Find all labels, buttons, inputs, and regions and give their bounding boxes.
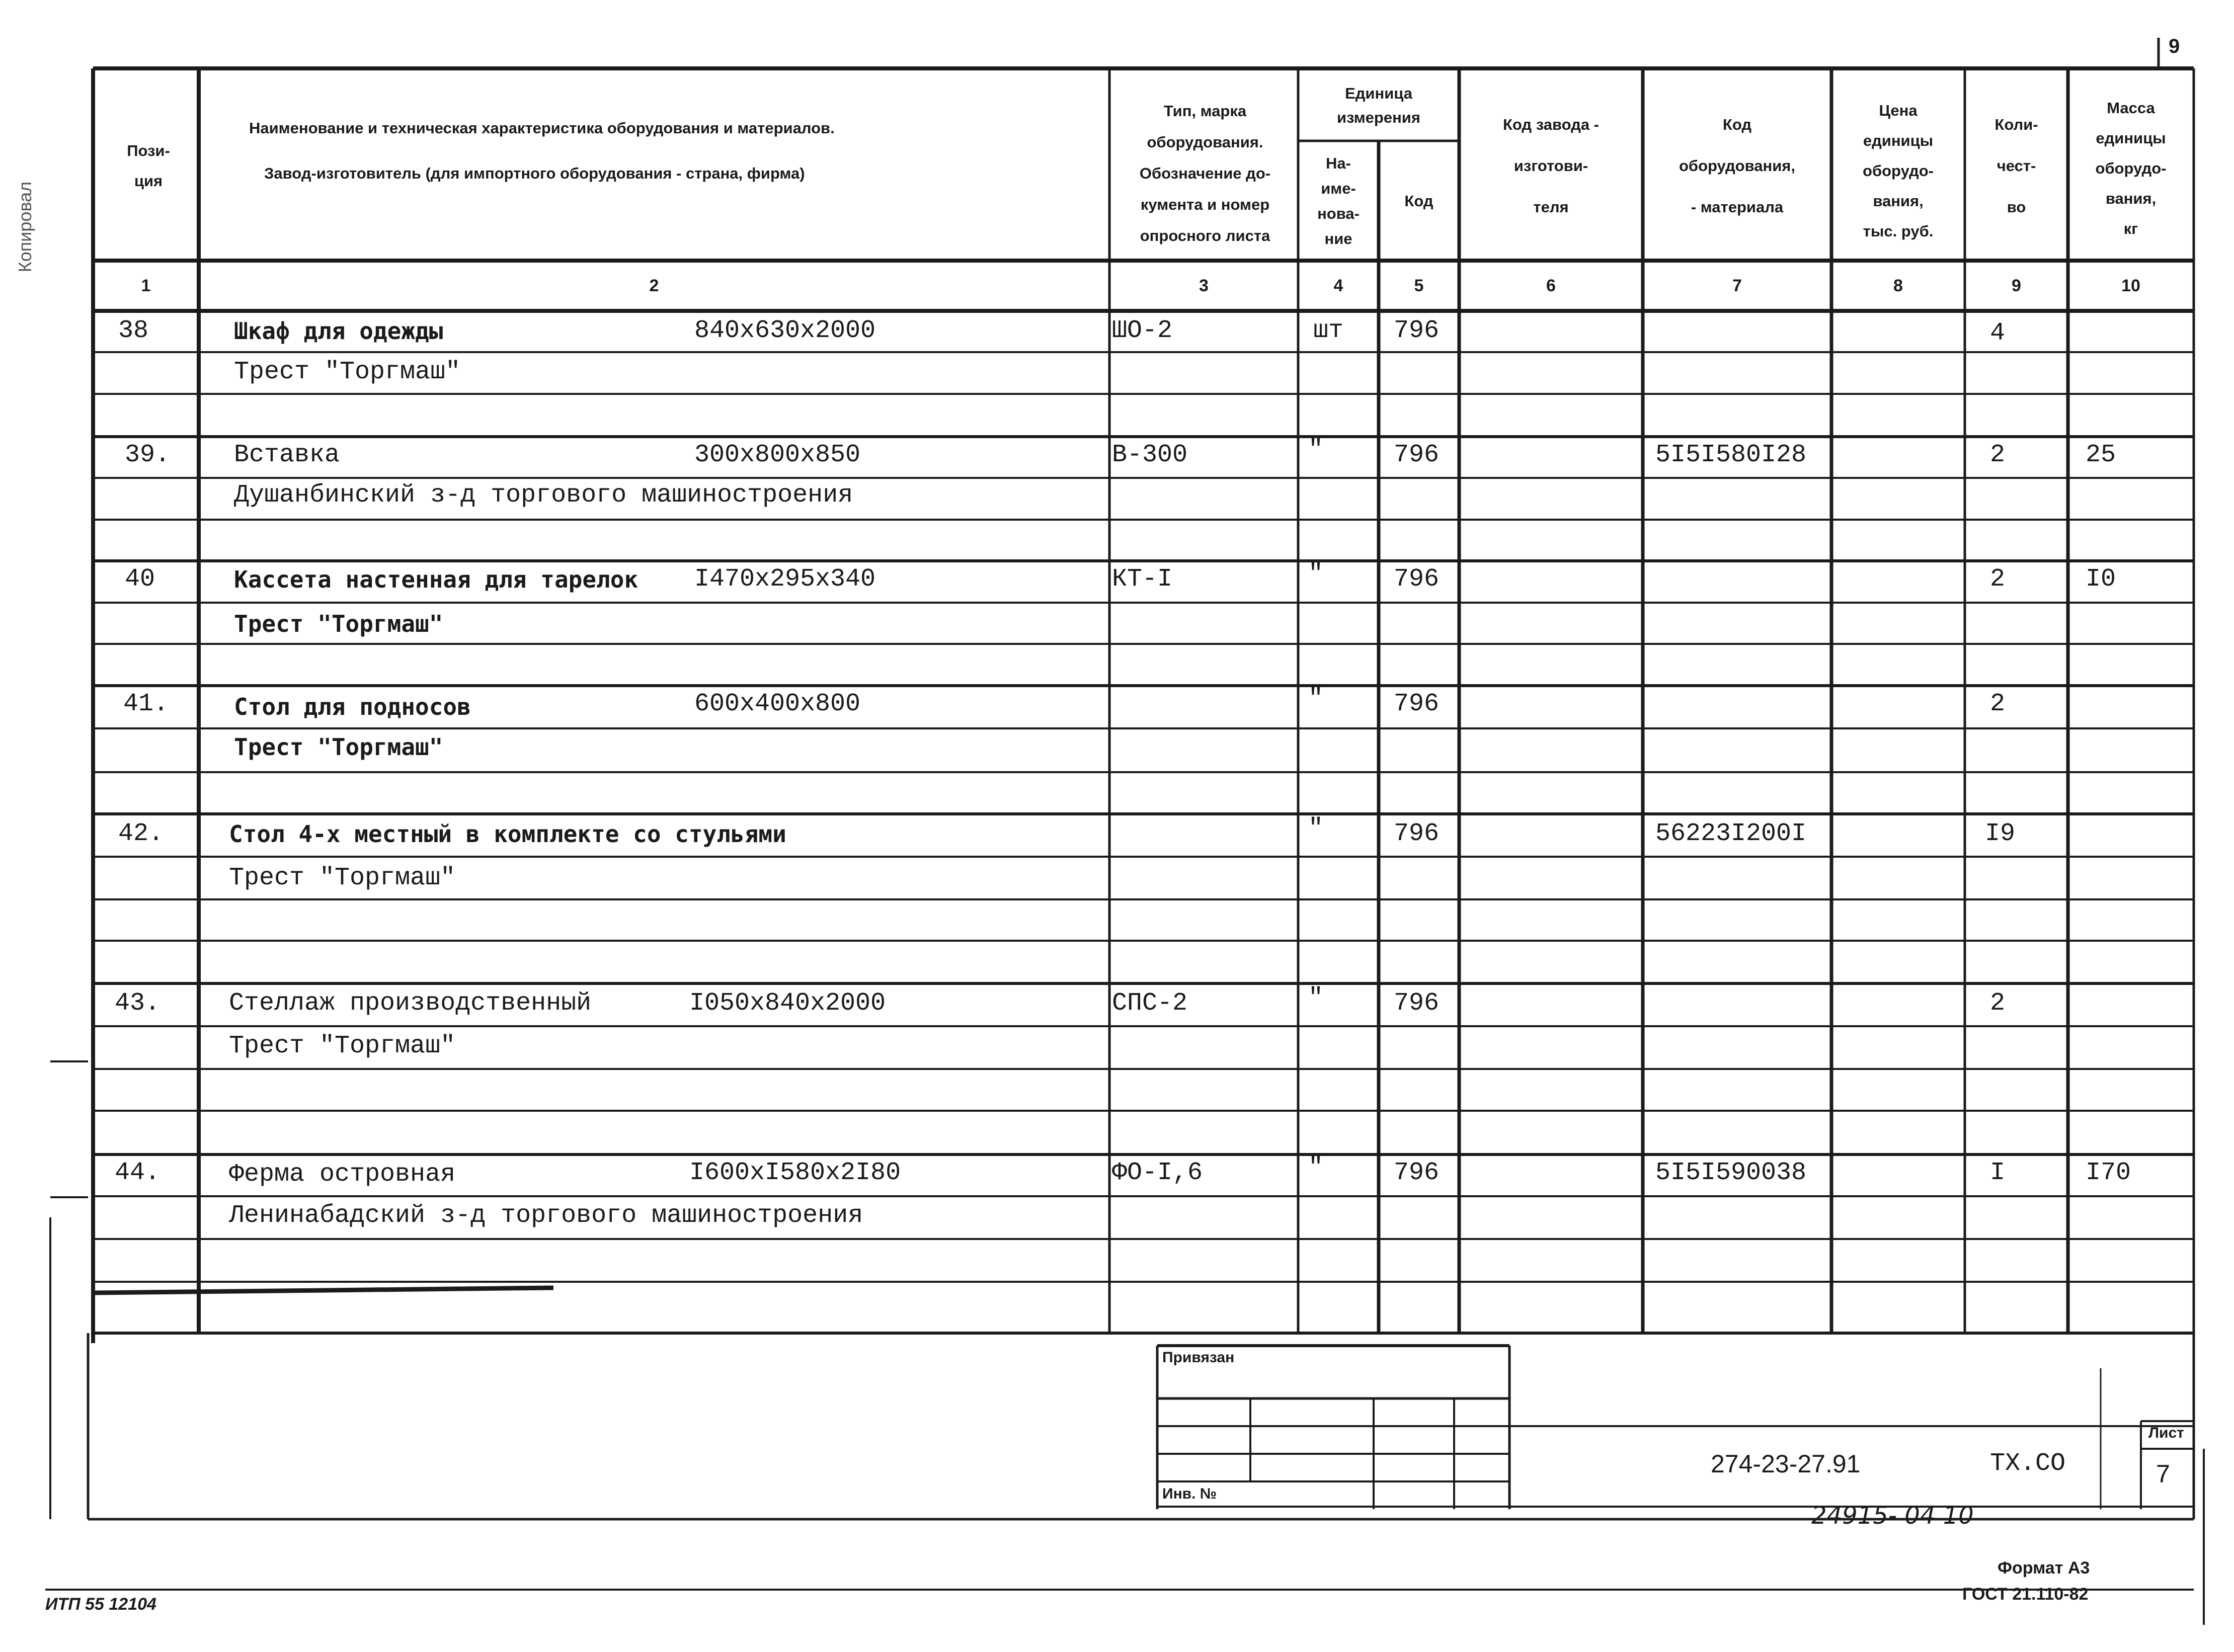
- quantity-cell: I: [1990, 1159, 2006, 1187]
- code-cell: 796: [1394, 989, 1440, 1018]
- code-cell: 796: [1394, 565, 1440, 594]
- margin-stamp-text: Копировал: [15, 181, 36, 273]
- paper-format: Формат А3: [1998, 1558, 2090, 1578]
- item-name: Вставка: [234, 441, 340, 469]
- column-number: 8: [1893, 276, 1903, 295]
- column-number: 7: [1732, 276, 1742, 295]
- unit-cell: ": [1308, 436, 1324, 464]
- document-number: 274-23-27.91: [1711, 1450, 1861, 1478]
- item-maker: Ленинабадский з-д торгового машиностроения: [229, 1201, 863, 1230]
- quantity-cell: 2: [1990, 690, 2006, 718]
- document-code: ТХ.СО: [1990, 1449, 2066, 1478]
- quantity-cell: 4: [1990, 319, 2006, 348]
- stamp-privyazan: Привязан: [1162, 1349, 1235, 1366]
- item-dimensions: I600xI580x2I80: [689, 1159, 901, 1187]
- column-number: 1: [141, 276, 151, 295]
- code-cell: 796: [1394, 316, 1440, 345]
- column-number: 5: [1414, 276, 1424, 295]
- bottom-left-code: ИТП 55 12104: [45, 1595, 156, 1614]
- type-cell: ФО-I,6: [1112, 1159, 1203, 1187]
- page-number: 9: [2169, 35, 2180, 57]
- mass-cell: I0: [2086, 565, 2116, 594]
- mass-cell: I70: [2086, 1159, 2131, 1187]
- item-dimensions: 840x630x2000: [694, 316, 876, 345]
- header-unit-group: Единица измерения: [1337, 85, 1420, 126]
- equipment-code-cell: 56223I200I: [1655, 819, 1807, 848]
- code-cell: 796: [1394, 690, 1440, 718]
- item-dimensions: 600x400x800: [694, 690, 861, 718]
- position-cell: 43.: [115, 989, 161, 1018]
- item-name: Стол для подносов: [234, 693, 471, 720]
- item-name: Ферма островная: [229, 1160, 456, 1189]
- handwritten-code: 24915- 04 10: [1811, 1502, 1974, 1530]
- item-name: Стеллаж производственный: [229, 989, 592, 1018]
- item-maker: Трест "Торгмаш": [234, 733, 443, 761]
- quantity-cell: I9: [1985, 819, 2016, 848]
- type-cell: ШО-2: [1112, 316, 1173, 345]
- mass-cell: 25: [2086, 441, 2116, 469]
- position-cell: 44.: [115, 1159, 161, 1187]
- type-cell: СПС-2: [1112, 989, 1188, 1018]
- header-mass: Масса единицы оборудо- вания, кг: [2095, 99, 2167, 237]
- equipment-code-cell: 5I5I590038: [1655, 1159, 1807, 1187]
- item-dimensions: 300x800x850: [694, 441, 861, 469]
- type-cell: КТ-I: [1112, 565, 1173, 594]
- quantity-cell: 2: [1990, 989, 2006, 1018]
- unit-cell: ": [1308, 1153, 1324, 1182]
- item-maker: Трест "Торгмаш": [229, 864, 456, 892]
- column-number: 3: [1199, 276, 1209, 295]
- header-type: Тип, марка оборудования. Обозначение до- кумента и номер опросного листа: [1139, 102, 1271, 244]
- item-dimensions: I470x295x340: [694, 565, 876, 594]
- position-cell: 38: [118, 316, 149, 345]
- header-unit-name: На- име- нова- ние: [1317, 154, 1360, 247]
- stamp-inventory-number: Инв. №: [1162, 1485, 1217, 1502]
- header-name: Наименование и техническая характеристика оборудования и материалов. Завод-изготовитель (для импортного оборудования - страна, фирма): [249, 119, 835, 182]
- header-price: Цена единицы оборудо- вания, тыс. руб.: [1863, 102, 1934, 240]
- column-number: 10: [2121, 276, 2140, 295]
- item-name: Стол 4-х местный в комплекте со стульями: [229, 820, 786, 848]
- code-cell: 796: [1394, 819, 1440, 848]
- unit-cell: ": [1308, 685, 1324, 713]
- header-quantity: Коли- чест- во: [1994, 116, 2038, 216]
- quantity-cell: 2: [1990, 441, 2006, 469]
- item-dimensions: I050x840x2000: [689, 989, 886, 1018]
- code-cell: 796: [1394, 1159, 1440, 1187]
- item-name: Кассета настенная для тарелок: [234, 566, 639, 593]
- sheet-label: Лист: [2148, 1425, 2184, 1441]
- header-unit-code: Код: [1404, 192, 1433, 210]
- column-number: 2: [649, 276, 659, 295]
- sheet-number: 7: [2156, 1460, 2170, 1488]
- column-number: 4: [1333, 276, 1343, 295]
- item-maker: Душанбинский з-д торгового машиностроения: [234, 481, 853, 510]
- header-position: Пози- ция: [127, 142, 170, 190]
- header-factory-code: Код завода - изготови- теля: [1502, 116, 1599, 216]
- unit-cell: ": [1308, 814, 1324, 843]
- type-cell: В-300: [1112, 441, 1188, 469]
- item-name: Шкаф для одежды: [234, 317, 443, 345]
- header-equipment-code: Код оборудования, - материала: [1679, 116, 1795, 216]
- item-maker: Трест "Торгмаш": [229, 1032, 456, 1060]
- unit-cell: ": [1308, 560, 1324, 589]
- equipment-code-cell: 5I5I580I28: [1655, 441, 1807, 469]
- position-cell: 41.: [123, 690, 169, 718]
- position-cell: 39.: [125, 441, 171, 469]
- column-number: 9: [2012, 276, 2021, 295]
- item-maker: Трест "Торгмаш": [234, 358, 461, 386]
- position-cell: 42.: [118, 819, 164, 848]
- item-maker: Трест "Торгмаш": [234, 610, 443, 637]
- code-cell: 796: [1394, 441, 1440, 469]
- gost-reference: ГОСТ 21.110-82: [1962, 1585, 2089, 1604]
- unit-cell: ": [1308, 984, 1324, 1013]
- unit-cell: шт: [1313, 316, 1344, 345]
- column-number: 6: [1546, 276, 1556, 295]
- position-cell: 40: [125, 565, 155, 594]
- quantity-cell: 2: [1990, 565, 2006, 594]
